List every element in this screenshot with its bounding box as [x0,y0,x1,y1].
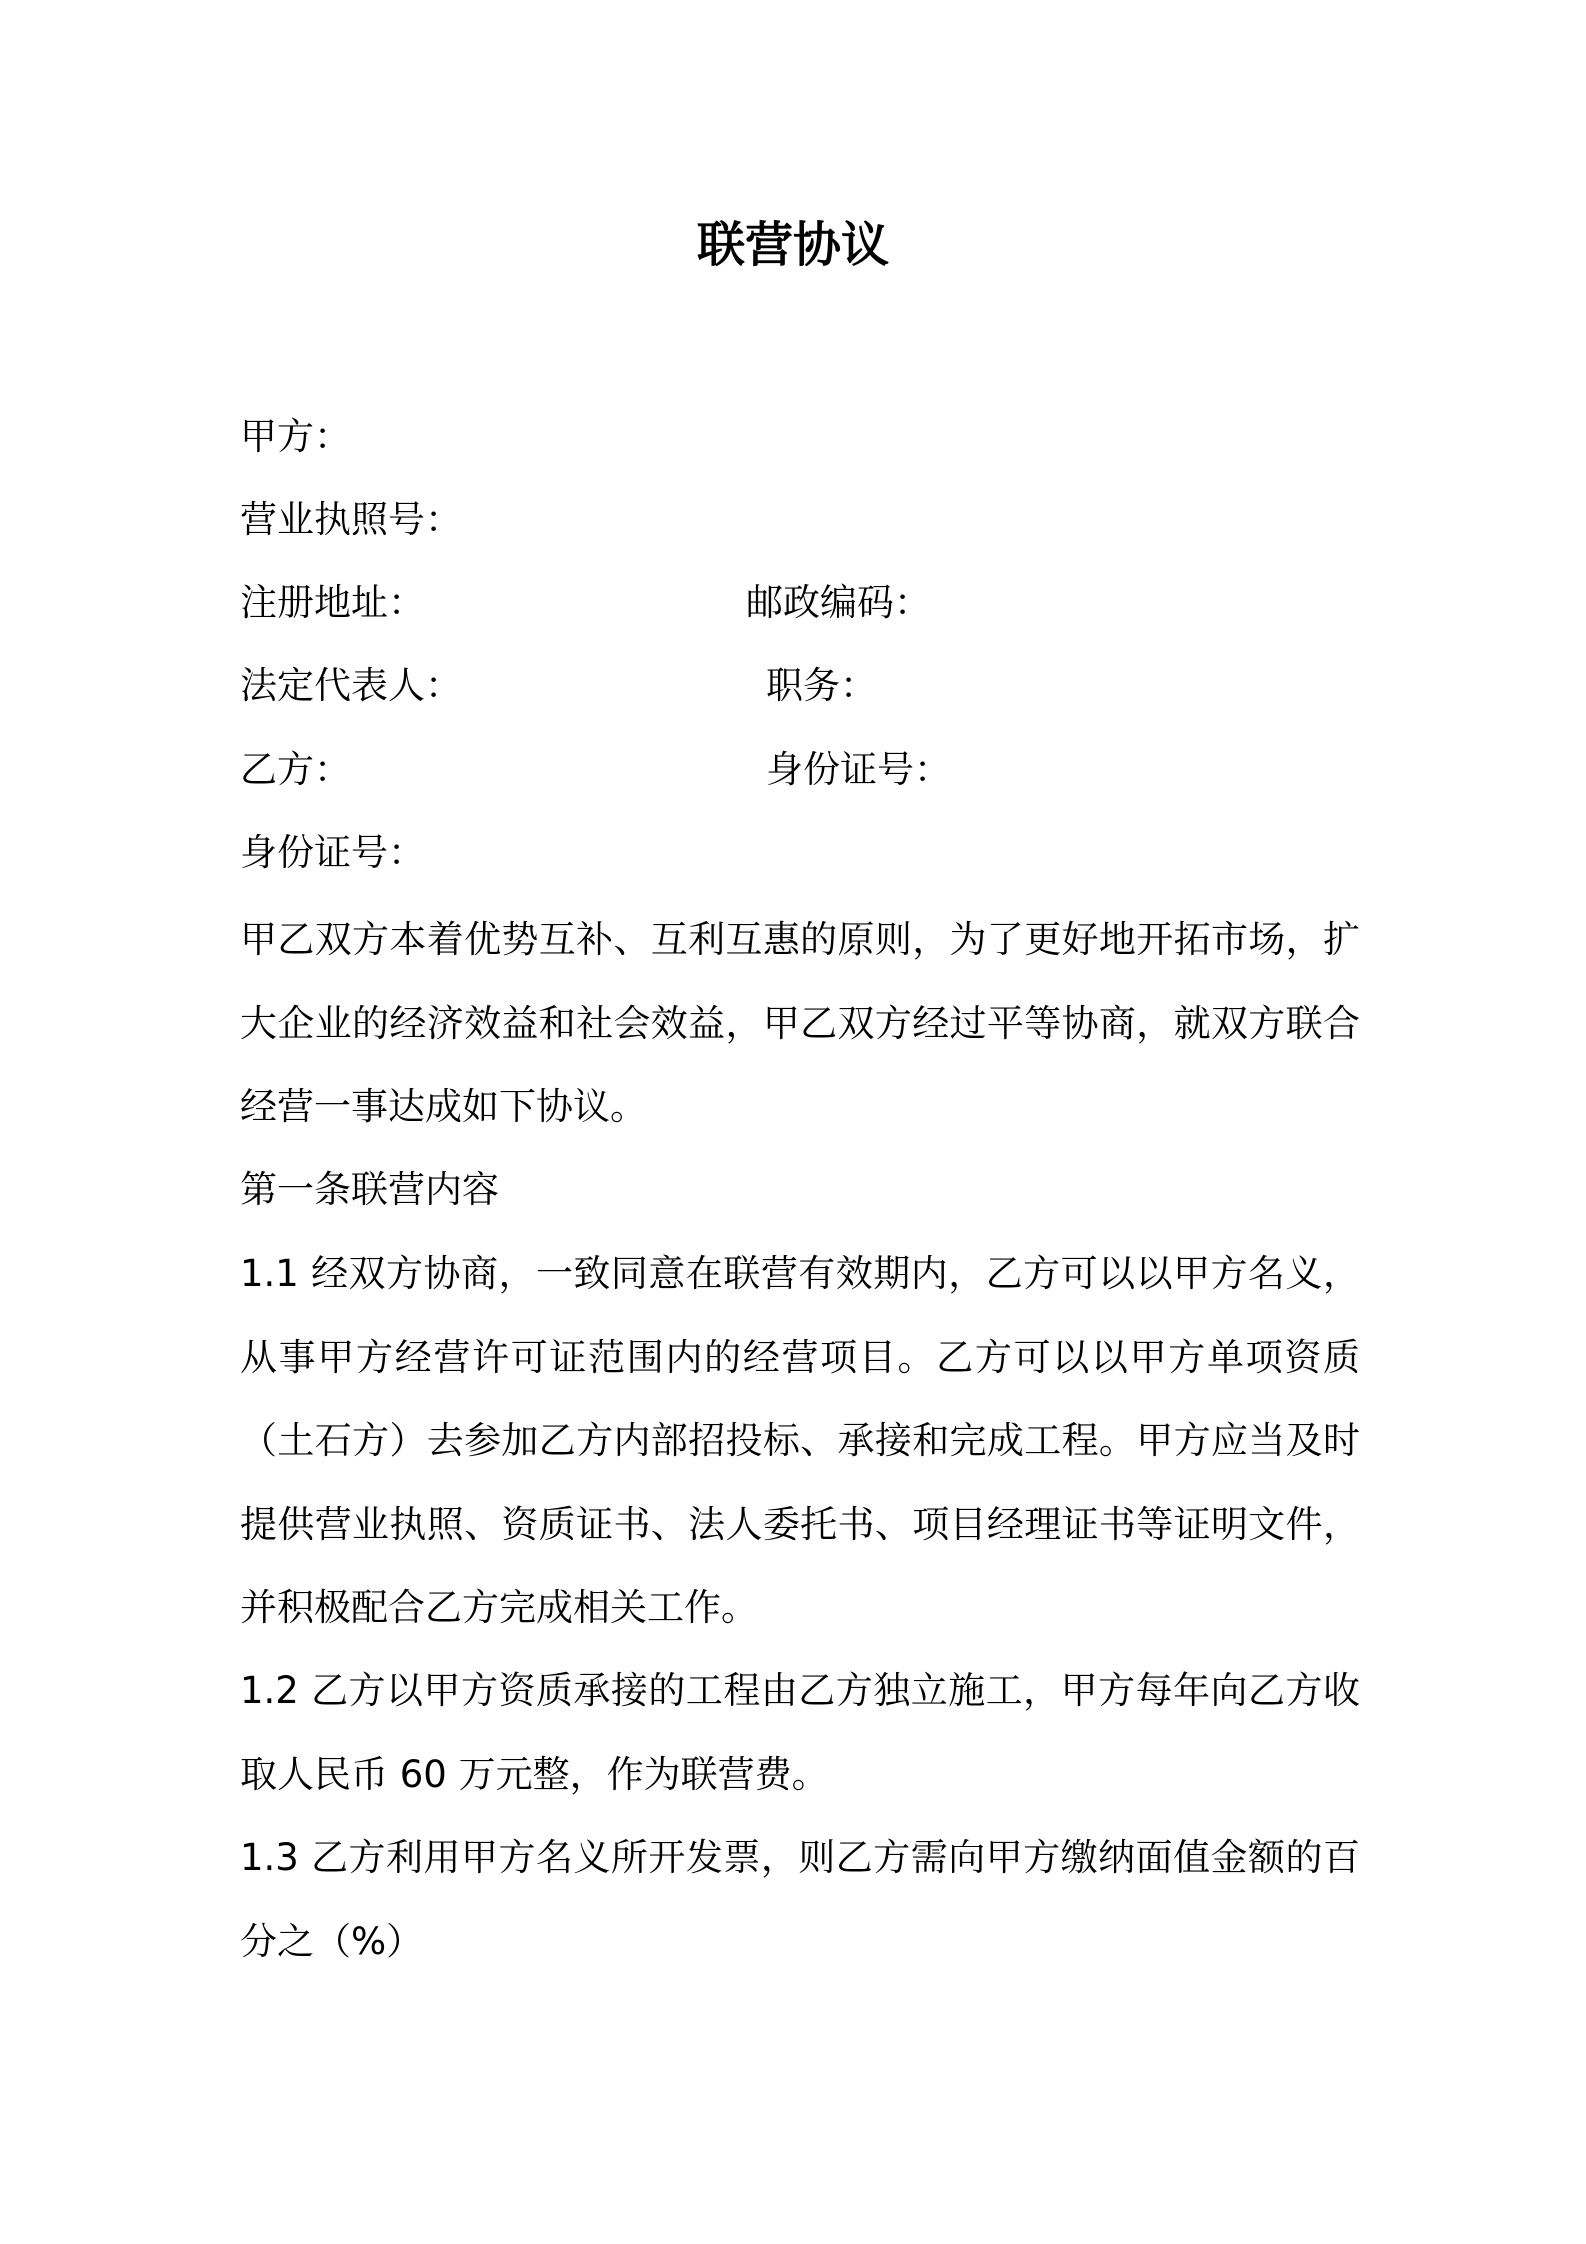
business-license-label: 营业执照号： [240,498,462,541]
clause-1-1: 1.1 经双方协商，一致同意在联营有效期内，乙方可以以甲方名义，从事甲方经营许可证范围内的经营项目。乙方可以以甲方单项资质（土石方）去参加乙方内部招投标、承接和完成工程。甲方应当及时提供营业执照、资质证书、法人委托书、项目经理证书等证明文件，并积极配合乙方完成相关工作。 [240,1252,1360,1629]
position-label: 职务： [766,664,877,707]
document-title: 联营协议 [696,217,889,273]
party-b-label: 乙方： [240,748,351,791]
party-b-id-number-label: 身份证号： [766,748,951,791]
party-a-label: 甲方： [240,415,351,458]
postal-code-label: 邮政编码： [746,581,931,624]
intro-paragraph: 甲乙双方本着优势互补、互利互惠的原则，为了更好地开拓市场，扩大企业的经济效益和社会效益，甲乙双方经过平等协商，就双方联合经营一事达成如下协议。 [240,918,1360,1128]
registered-address-label: 注册地址： [240,581,425,624]
id-number-label: 身份证号： [240,831,425,874]
legal-representative-label: 法定代表人： [240,664,462,707]
clause-1-3: 1.3 乙方利用甲方名义所开发票，则乙方需向甲方缴纳面值金额的百分之（%） [240,1836,1360,1963]
article-1-heading: 第一条联营内容 [240,1168,499,1211]
clause-1-2: 1.2 乙方以甲方资质承接的工程由乙方独立施工，甲方每年向乙方收取人民币 60 万元整，作为联营费。 [240,1669,1360,1796]
